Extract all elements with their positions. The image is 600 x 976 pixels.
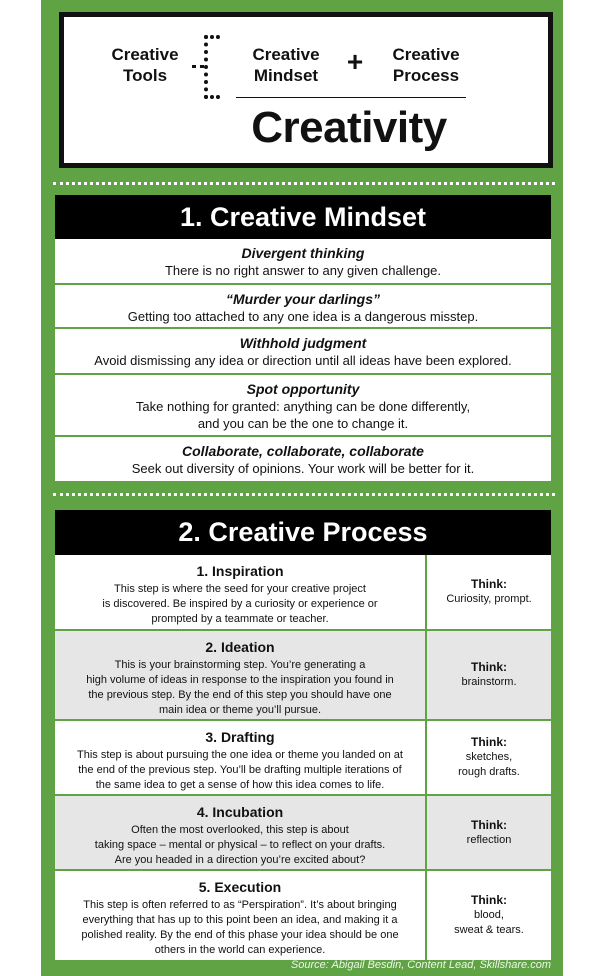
item-description: Avoid dismissing any idea or direction until all ideas have been explored. bbox=[94, 353, 512, 368]
step-heading: 3. Drafting bbox=[205, 729, 275, 745]
think-value: blood, sweat & tears. bbox=[454, 909, 524, 936]
item-description-line: and you can be the one to change it. bbox=[197, 416, 409, 431]
dotted-divider bbox=[53, 493, 555, 496]
step-cell bbox=[55, 555, 427, 629]
item-heading: Spot opportunity bbox=[246, 381, 360, 397]
think-cell bbox=[427, 721, 551, 794]
hero-divider bbox=[236, 97, 466, 98]
creative-tools-label: Creative Tools bbox=[111, 45, 179, 85]
item-heading: Divergent thinking bbox=[241, 245, 365, 261]
item-description: Seek out diversity of opinions. Your work will be better for it. bbox=[131, 461, 475, 476]
step-cell bbox=[55, 871, 427, 960]
step-cell bbox=[55, 721, 427, 794]
dotted-bracket bbox=[204, 35, 220, 99]
think-value: reflection bbox=[466, 833, 512, 846]
mindset-section-title: 1. Creative Mindset bbox=[55, 195, 551, 239]
list-item bbox=[55, 329, 551, 375]
step-heading: 2. Ideation bbox=[205, 639, 275, 655]
dotted-divider bbox=[53, 182, 555, 185]
step-description: This step is where the seed for your creative project is discovered. Be inspired by a curiosity or experience or prompted by a teammate or teacher. bbox=[102, 583, 378, 625]
process-table bbox=[55, 555, 551, 960]
creative-mindset-label: Creative Mindset bbox=[252, 45, 320, 85]
think-label: Think: bbox=[471, 735, 507, 749]
source-credit: Source: Abigail Besdin, Content Lead, Skillshare.com bbox=[290, 959, 551, 971]
creative-process-label: Creative Process bbox=[392, 45, 460, 85]
table-row bbox=[55, 796, 551, 871]
think-cell bbox=[427, 796, 551, 869]
step-description: This step is about pursuing the one idea or theme you landed on at the end of the previous step. You’ll be drafting multiple iterations of the same idea to get a sense of how this idea comes to life. bbox=[77, 749, 403, 791]
step-description: This is your brainstorming step. You’re generating a high volume of ideas in response to the inspiration you found in the previous step. By the end of this step you should have one main idea or theme you’ll pursue. bbox=[86, 659, 394, 716]
process-section-title: 2. Creative Process bbox=[55, 510, 551, 555]
item-description: There is no right answer to any given challenge. bbox=[164, 263, 442, 278]
think-label: Think: bbox=[471, 660, 507, 674]
list-item bbox=[55, 375, 551, 437]
think-value: Curiosity, prompt. bbox=[446, 593, 532, 605]
step-heading: 5. Execution bbox=[198, 879, 282, 895]
item-heading: “Murder your darlings” bbox=[225, 291, 381, 307]
table-row bbox=[55, 631, 551, 721]
mindset-list bbox=[55, 239, 551, 481]
step-cell bbox=[55, 631, 427, 719]
step-heading: 4. Incubation bbox=[196, 804, 284, 820]
table-row bbox=[55, 721, 551, 796]
list-item bbox=[55, 437, 551, 481]
plus-sign: + bbox=[346, 46, 364, 77]
think-label: Think: bbox=[471, 893, 507, 907]
item-heading: Withhold judgment bbox=[239, 335, 367, 351]
step-heading: 1. Inspiration bbox=[196, 563, 284, 579]
hero-panel bbox=[59, 12, 553, 168]
think-cell bbox=[427, 631, 551, 719]
item-heading: Collaborate, collaborate, collaborate bbox=[182, 443, 424, 459]
item-description: Getting too attached to any one idea is a dangerous misstep. bbox=[127, 309, 479, 324]
step-cell bbox=[55, 796, 427, 869]
table-row bbox=[55, 871, 551, 960]
page-title: Creativity bbox=[251, 103, 447, 152]
table-row bbox=[55, 555, 551, 631]
think-label: Think: bbox=[471, 577, 507, 591]
dotted-connector bbox=[192, 65, 204, 68]
think-value: brainstorm. bbox=[461, 676, 517, 688]
think-cell bbox=[427, 555, 551, 629]
step-description: This step is often referred to as “Perspiration”. It’s about bringing everything that has up to this point been an idea, and making it a polished reality. By the end of this phase your idea should be one others in the world can experience. bbox=[81, 899, 399, 956]
list-item bbox=[55, 239, 551, 285]
think-cell bbox=[427, 871, 551, 960]
think-value: sketches, rough drafts. bbox=[458, 751, 520, 778]
item-description-line: Take nothing for granted: anything can be done differently, bbox=[135, 399, 471, 414]
think-label: Think: bbox=[471, 817, 507, 832]
list-item bbox=[55, 285, 551, 329]
step-description: Often the most overlooked, this step is about taking space – mental or physical – to reflect on your drafts. Are you headed in a direction you’re excited about? bbox=[94, 824, 386, 866]
